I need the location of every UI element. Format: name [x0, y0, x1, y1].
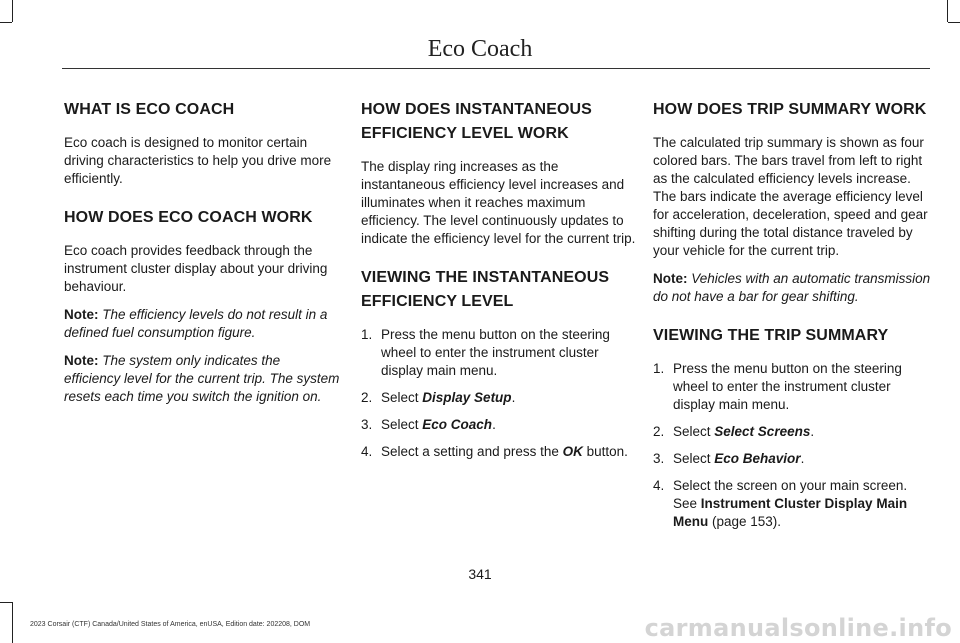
heading-line: EFFICIENCY LEVEL WORK	[361, 125, 569, 142]
heading-instantaneous-efficiency	[361, 98, 637, 146]
step-text-part: .	[492, 417, 496, 432]
step-text-part: Select a setting and press the	[381, 444, 563, 459]
crop-mark-tl-v	[12, 0, 13, 22]
step-text-part: Press the menu button on the steering wheel to enter the instrument cluster display main menu.	[673, 361, 902, 412]
steps-list-trip-summary	[653, 360, 931, 531]
step-text-part: .	[810, 424, 815, 439]
step-number: 1.	[653, 361, 665, 376]
heading-viewing-instantaneous	[361, 266, 637, 314]
note-automatic-transmission	[653, 270, 931, 306]
cross-reference-link[interactable]: Instrument Cluster Display Main Menu	[673, 496, 908, 529]
heading-viewing-trip-summary: VIEWING THE TRIP SUMMARY	[653, 327, 889, 344]
note-efficiency-levels	[64, 306, 340, 342]
step-number: 3.	[361, 417, 373, 432]
column-middle	[361, 98, 637, 470]
note-label: Note:	[64, 307, 99, 322]
step-number: 2.	[361, 390, 373, 405]
step-number: 4.	[653, 478, 665, 493]
watermark-logo: carmanualsonline.info	[644, 614, 952, 642]
step-item	[653, 423, 931, 441]
step-text	[673, 423, 931, 441]
step-text	[673, 360, 931, 414]
heading-what-is-eco-coach: WHAT IS ECO COACH	[64, 101, 235, 118]
step-item	[653, 477, 931, 531]
step-text-part: Select	[673, 451, 715, 466]
steps-list-instantaneous	[361, 326, 637, 461]
menu-item-name: Eco Behavior	[714, 451, 801, 466]
step-text-part: .	[511, 390, 516, 405]
note-label: Note:	[653, 271, 688, 286]
step-number: 4.	[361, 444, 373, 459]
step-text-part: Select	[381, 417, 423, 432]
step-text-part: (page 153).	[708, 514, 782, 529]
crop-mark-bl-v	[12, 602, 13, 643]
paragraph-what-is: Eco coach is designed to monitor certain driving characteristics to help you drive more efficiently.	[64, 135, 332, 186]
menu-item-name: Select Screens	[714, 424, 811, 439]
note-text: The system only indicates the efficiency level for the current trip. The system resets each time you switch the ignition on.	[64, 353, 340, 404]
page-number: 341	[468, 566, 492, 582]
step-item	[361, 416, 637, 434]
note-text: The efficiency levels do not result in a defined fuel consumption figure.	[64, 307, 328, 340]
step-text-part: .	[800, 451, 805, 466]
step-number: 2.	[653, 424, 665, 439]
header-divider	[62, 68, 930, 69]
step-text	[381, 443, 637, 461]
note-label: Note:	[64, 353, 99, 368]
step-text-part: Select	[673, 424, 715, 439]
heading-line: EFFICIENCY LEVEL	[361, 293, 514, 310]
step-text-part: Select the screen on your main screen. See	[673, 478, 908, 511]
button-name: OK	[562, 444, 583, 459]
step-text	[673, 477, 931, 531]
step-text-part: button.	[582, 444, 628, 459]
step-item	[653, 360, 931, 414]
paragraph-how-works: Eco coach provides feedback through the instrument cluster display about your driving behaviour.	[64, 243, 328, 294]
step-text	[381, 416, 637, 434]
step-text-part: Select	[381, 390, 423, 405]
heading-line: HOW DOES INSTANTANEOUS	[361, 101, 592, 118]
menu-item-name: Eco Coach	[422, 417, 493, 432]
step-text	[673, 450, 931, 468]
crop-mark-tr-h	[948, 22, 960, 23]
paragraph-instantaneous: The display ring increases as the instantaneous efficiency level increases and illuminates when it reaches maximum efficiency. The level continuously updates to indicate the efficiency level for the current trip.	[361, 159, 636, 246]
step-item	[361, 389, 637, 407]
paragraph-trip-summary: The calculated trip summary is shown as four colored bars. The bars travel from left to right as the calculated efficiency levels increase. The bars indicate the average efficiency level for acceleration, deceleration, speed and gear shifting during the total distance traveled by your vehicle for the current trip.	[653, 135, 928, 258]
step-item	[653, 450, 931, 468]
column-left	[64, 98, 340, 416]
footer-edition-text: 2023 Corsair (CTF) Canada/United States of America, enUSA, Edition date: 202208, DOM	[30, 621, 311, 628]
heading-line: VIEWING THE INSTANTANEOUS	[361, 269, 610, 286]
step-item	[361, 443, 637, 461]
crop-mark-tr-v	[947, 0, 948, 22]
heading-trip-summary: HOW DOES TRIP SUMMARY WORK	[653, 101, 927, 118]
crop-mark-tl-h	[0, 22, 12, 23]
step-text	[381, 389, 637, 407]
step-item	[361, 326, 637, 380]
step-number: 3.	[653, 451, 665, 466]
page-title: Eco Coach	[427, 36, 533, 62]
step-text	[381, 326, 637, 380]
note-text: Vehicles with an automatic transmission do not have a bar for gear shifting.	[653, 271, 931, 304]
heading-how-eco-coach-works: HOW DOES ECO COACH WORK	[64, 209, 313, 226]
crop-mark-bl-h	[0, 602, 12, 603]
step-text-part: Press the menu button on the steering wheel to enter the instrument cluster display main menu.	[381, 327, 610, 378]
menu-item-name: Display Setup	[422, 390, 512, 405]
column-right	[653, 98, 931, 540]
note-system-resets	[64, 352, 340, 406]
step-number: 1.	[361, 327, 373, 342]
